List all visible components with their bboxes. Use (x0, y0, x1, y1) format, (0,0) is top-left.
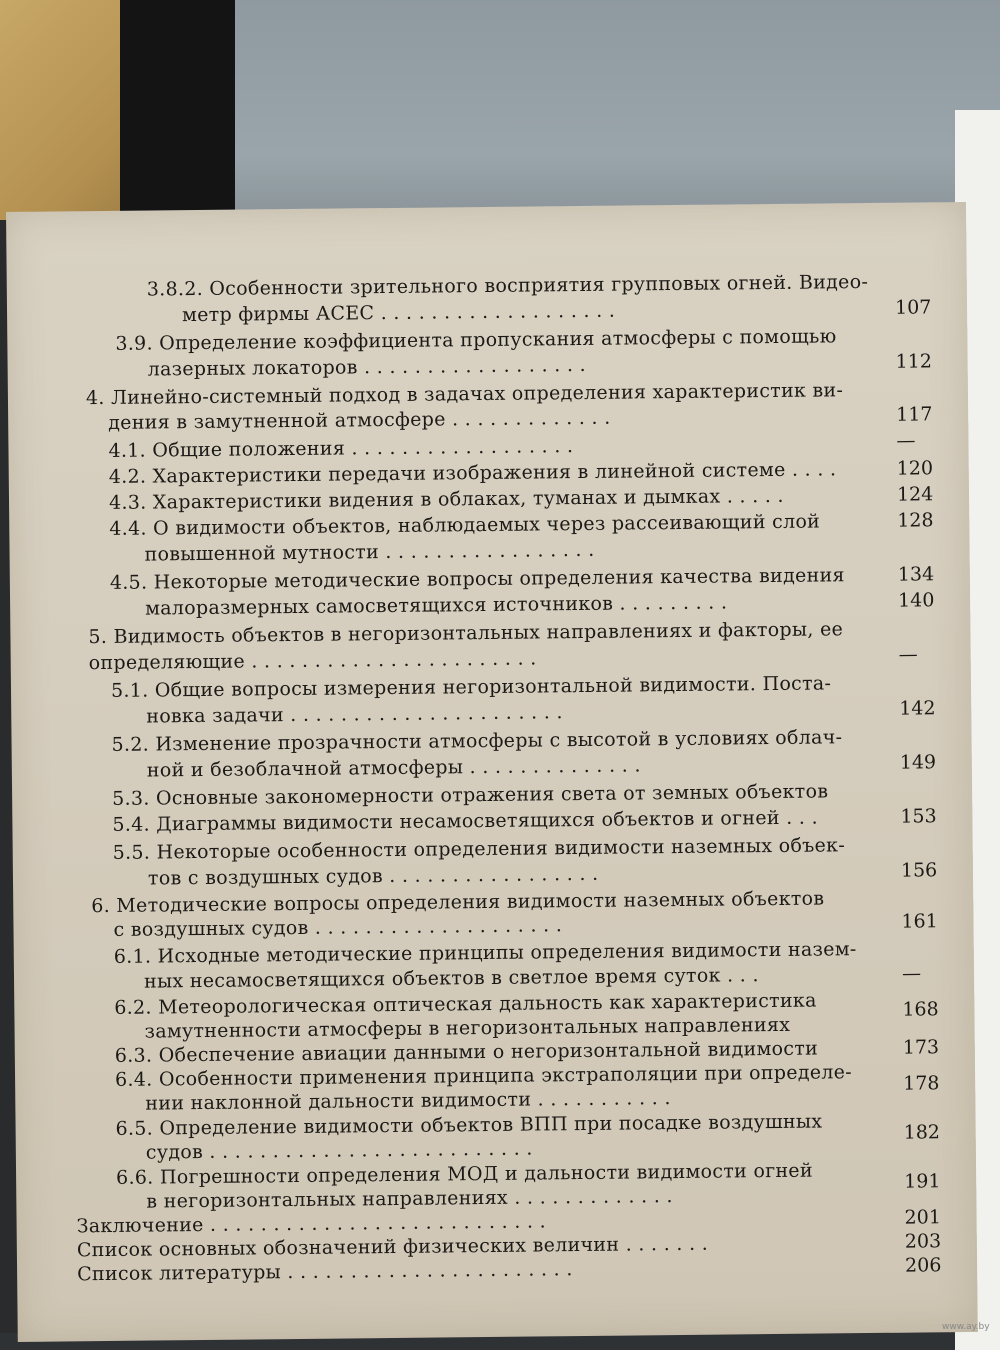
toc-line: 5.4. Диаграммы видимости несамосветящихся объектов и огней . . . (112, 806, 818, 836)
toc-line: в негоризонтальных направлениях . . . . . . . . . . . . . (146, 1185, 673, 1213)
toc-line: 4.1. Общие положения . . . . . . . . . . . . . . . . . . (108, 435, 574, 462)
page-number: — (896, 429, 916, 452)
toc-line: 4.4. О видимости объектов, наблюдаемых через рассеивающий слой (109, 510, 821, 540)
page-number: 156 (900, 859, 938, 882)
toc-line: тов с воздушных судов . . . . . . . . . . . . . . . . . (147, 862, 599, 890)
toc-line: замутненности атмосферы в негоризонтальных направлениях (144, 1013, 791, 1043)
page-number: 203 (904, 1230, 942, 1253)
toc-line: ной и безоблачной атмосферы . . . . . . . . . . . . . . (146, 754, 641, 782)
toc-line: 6.6. Погрешности определения МОД и дальности видимости огней (116, 1159, 813, 1189)
toc-line: 6.4. Особенности применения принципа экстраполяции при определе- (114, 1061, 853, 1091)
toc-line: 5.1. Общие вопросы измерения негоризонтальной видимости. Поста- (110, 672, 832, 702)
toc-line: 6.5. Определение видимости объектов ВПП при посадке воздушных (115, 1110, 823, 1140)
toc-line: определяющие . . . . . . . . . . . . . . . . . . . . . . . (88, 647, 537, 675)
page-number: 182 (903, 1121, 941, 1144)
toc-line: повышенной мутности . . . . . . . . . . . . . . . . . (144, 538, 595, 566)
page-number: 206 (904, 1254, 942, 1277)
page-number: 117 (896, 403, 933, 426)
page-number: 173 (902, 1036, 940, 1059)
watermark: www.ay.by (942, 1322, 990, 1332)
toc-line: Заключение . . . . . . . . . . . . . . . . . . . . . . . . . . . (76, 1210, 547, 1238)
toc-line: 5. Видимость объектов в негоризонтальных направлениях и факторы, ее (88, 618, 844, 649)
toc-line: 4.2. Характеристики передачи изображения в линейной системе . . . . (108, 458, 837, 488)
page-number: 153 (900, 805, 937, 828)
toc-line: 4.3. Характеристики видения в облаках, туманах и дымках . . . . . (108, 484, 784, 514)
page-number: 161 (901, 910, 938, 933)
toc-line: 5.3. Основные закономерности отражения света от земных объектов (112, 780, 829, 810)
book-page (6, 202, 978, 1342)
page-number: 201 (904, 1206, 941, 1229)
page-number: 168 (902, 998, 939, 1021)
toc-line: 3.8.2. Особенности зрительного восприятия групповых огней. Видео- (146, 270, 869, 301)
toc-line: лазерных локаторов . . . . . . . . . . . . . . . . . . (147, 353, 587, 381)
page-number: 140 (898, 589, 935, 612)
background-black-stripe (120, 0, 235, 225)
page-number: 149 (899, 751, 937, 774)
toc-line: 6.1. Исходные методические принципы определения видимости назем- (113, 938, 857, 968)
page-number: 191 (904, 1170, 941, 1193)
toc-line: 5.2. Изменение прозрачности атмосферы с высотой в условиях облач- (111, 726, 843, 756)
toc-line: судов . . . . . . . . . . . . . . . . . . . . . . . . . . (145, 1137, 533, 1164)
page-number: 134 (897, 563, 935, 586)
page-number: 120 (896, 457, 934, 480)
toc-line: нии наклонной дальности видимости . . . . . . . . . . . (145, 1087, 671, 1115)
page-number: 142 (899, 697, 936, 720)
toc-line: 6.3. Обеспечение авиации данными о негоризонтальной видимости (114, 1037, 819, 1067)
page-number: 107 (894, 296, 932, 319)
background-yellow-fabric (0, 0, 140, 230)
toc-line: с воздушных судов . . . . . . . . . . . . . . . . . . . . (113, 914, 563, 941)
page-number: 128 (897, 509, 934, 532)
toc-line: дения в замутненной атмосфере . . . . . . . . . . . . . (108, 406, 611, 434)
toc-line: новка задачи . . . . . . . . . . . . . . . . . . . . . . (146, 701, 563, 728)
page-number: 178 (903, 1072, 940, 1095)
toc-line: 4.5. Некоторые методические вопросы определения качества видения (109, 564, 845, 594)
page-number: — (901, 962, 922, 985)
toc-line: метр фирмы АСЕС . . . . . . . . . . . . . . . . . . . (181, 299, 616, 327)
toc-line: малоразмерных самосветящихся источников . . . . . . . . . (145, 591, 728, 620)
page-number: 112 (895, 350, 932, 373)
toc-line: 4. Линейно-системный подход в задачах определения характеристик ви- (85, 379, 844, 410)
toc-line: ных несамосветящихся объектов в светлое время суток . . . (143, 964, 759, 993)
page-number: — (898, 643, 918, 666)
toc-line: 6. Методические вопросы определения видимости наземных объектов (91, 887, 825, 918)
toc-line: 6.2. Метеорологическая оптическая дальность как характеристика (114, 989, 817, 1019)
page-number: 124 (896, 483, 934, 506)
toc-line: 5.5. Некоторые особенности определения видимости наземных объек- (112, 834, 846, 864)
toc-line: 3.9. Определение коэффициента пропускания атмосферы с помощью (115, 325, 837, 355)
toc-line: Список литературы . . . . . . . . . . . . . . . . . . . . . . . (77, 1258, 573, 1286)
table-of-contents (6, 202, 978, 1342)
toc-line: Список основных обозначений физических величин . . . . . . . (76, 1232, 709, 1262)
